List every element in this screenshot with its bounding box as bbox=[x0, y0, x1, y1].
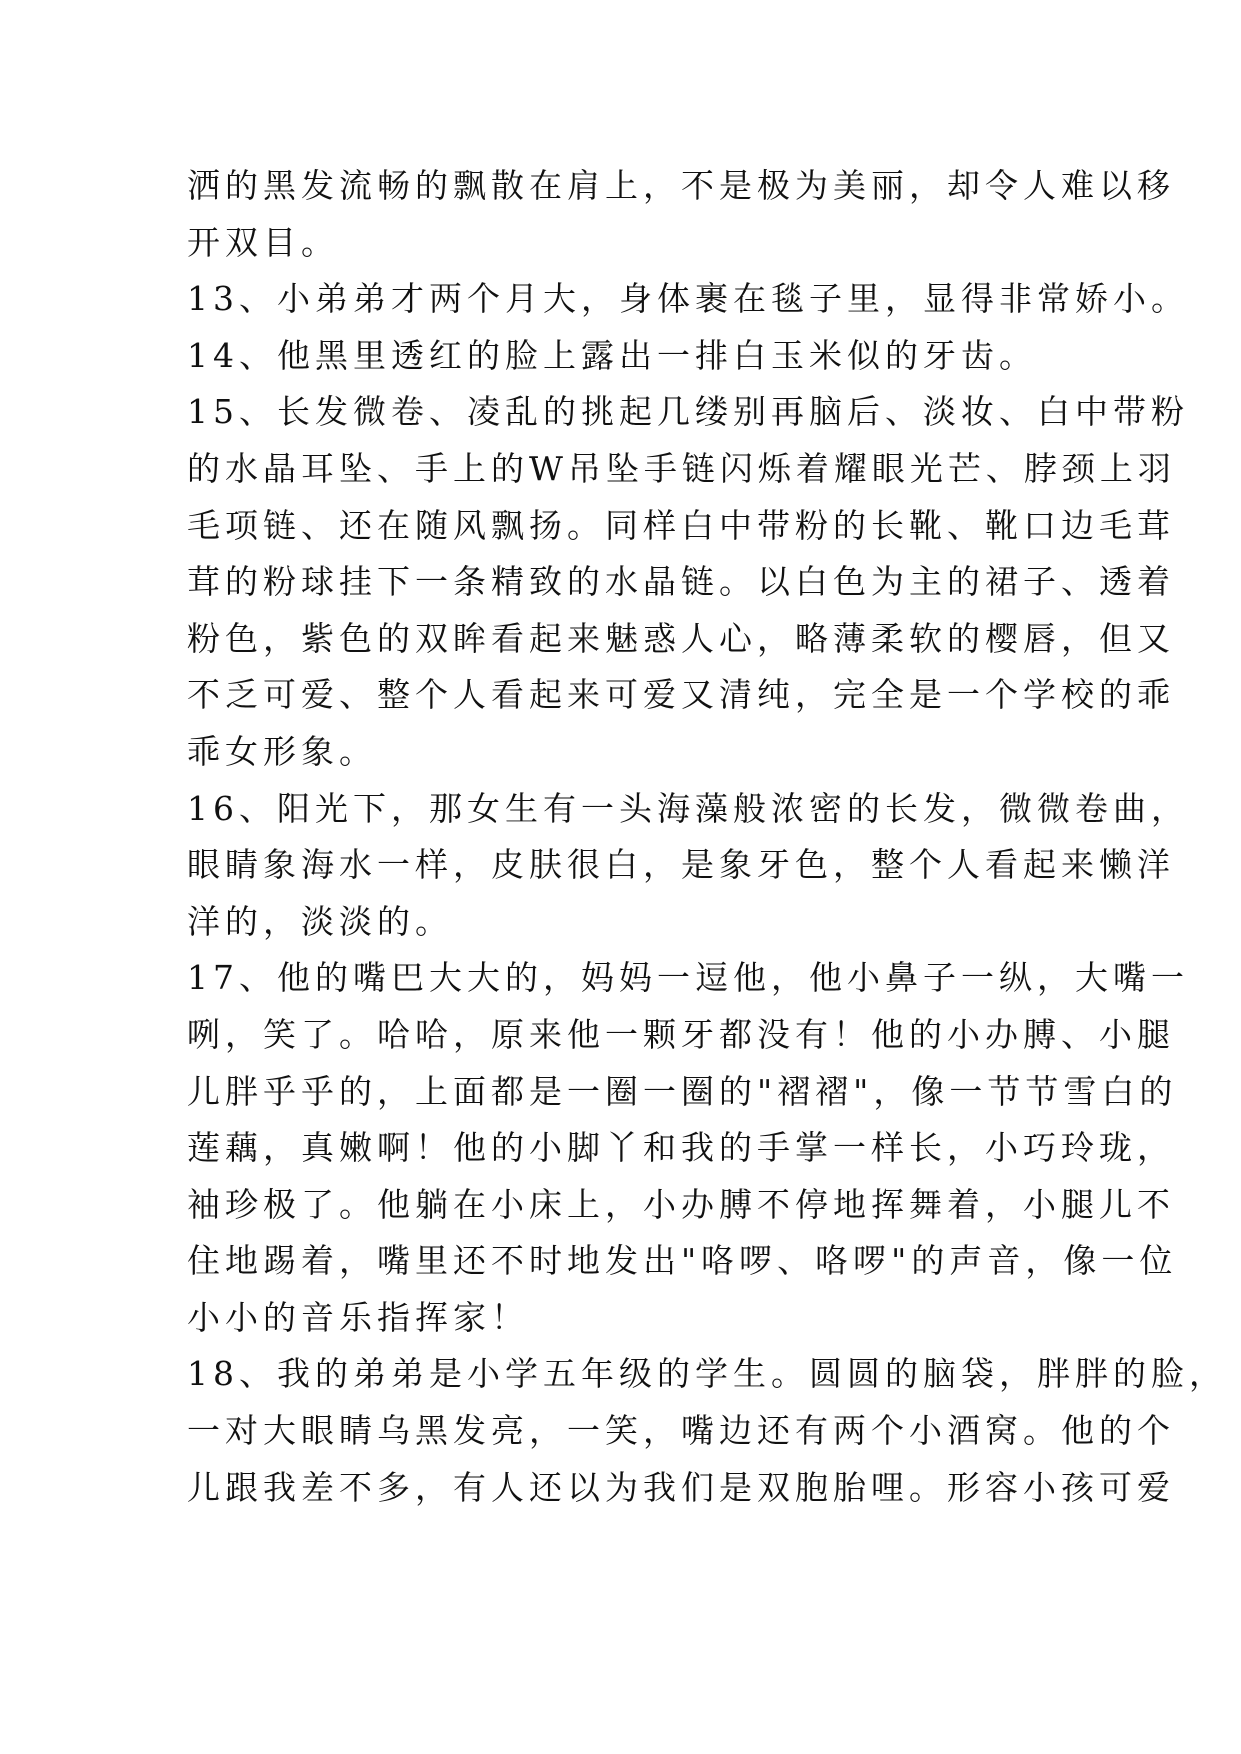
text-line: 小小的音乐指挥家！ bbox=[187, 1297, 529, 1337]
text-line: 莲藕，真嫩啊！他的小脚丫和我的手掌一样长，小巧玲珑， bbox=[187, 1128, 1175, 1168]
text-line: 咧，笑了。哈哈，原来他一颗牙都没有！他的小办膊、小腿 bbox=[187, 1014, 1175, 1054]
text-line: 住地踢着，嘴里还不时地发出"咯啰、咯啰"的声音，像一位 bbox=[187, 1241, 1178, 1281]
text-line: 粉色，紫色的双眸看起来魅惑人心，略薄柔软的樱唇，但又 bbox=[187, 618, 1175, 658]
text-line: 洋的，淡淡的。 bbox=[187, 901, 453, 941]
text-line: 毛项链、还在随风飘扬。同样白中带粉的长靴、靴口边毛茸 bbox=[187, 505, 1175, 545]
text-line: 袖珍极了。他躺在小床上，小办膊不停地挥舞着，小腿儿不 bbox=[187, 1184, 1175, 1224]
text-line: 一对大眼睛乌黑发亮，一笑，嘴边还有两个小酒窝。他的个 bbox=[187, 1411, 1175, 1451]
text-line: 乖女形象。 bbox=[187, 731, 377, 771]
text-line: 17、他的嘴巴大大的，妈妈一逗他，他小鼻子一纵，大嘴一 bbox=[187, 958, 1189, 998]
text-line: 儿跟我差不多，有人还以为我们是双胞胎哩。形容小孩可爱 bbox=[187, 1467, 1175, 1507]
text-line: 13、小弟弟才两个月大，身体裹在毯子里，显得非常娇小。 bbox=[187, 279, 1189, 319]
body-text bbox=[187, 158, 1227, 1516]
text-line: 16、阳光下，那女生有一头海藻般浓密的长发，微微卷曲， bbox=[187, 788, 1189, 828]
text-line: 开双目。 bbox=[187, 222, 339, 262]
text-line: 14、他黑里透红的脸上露出一排白玉米似的牙齿。 bbox=[187, 335, 1037, 375]
text-line: 茸的粉球挂下一条精致的水晶链。以白色为主的裙子、透着 bbox=[187, 562, 1175, 602]
text-line: 不乏可爱、整个人看起来可爱又清纯，完全是一个学校的乖 bbox=[187, 675, 1175, 715]
text-line: 15、长发微卷、凌乱的挑起几缕别再脑后、淡妆、白中带粉 bbox=[187, 392, 1189, 432]
text-line: 儿胖乎乎的，上面都是一圈一圈的"褶褶"，像一节节雪白的 bbox=[187, 1071, 1178, 1111]
text-line: 洒的黑发流畅的飘散在肩上，不是极为美丽，却令人难以移 bbox=[187, 166, 1175, 205]
text-line: 的水晶耳坠、手上的W吊坠手链闪烁着耀眼光芒、脖颈上羽 bbox=[187, 448, 1176, 488]
text-line: 眼睛象海水一样，皮肤很白，是象牙色，整个人看起来懒洋 bbox=[187, 845, 1175, 885]
text-line: 18、我的弟弟是小学五年级的学生。圆圆的脑袋，胖胖的脸， bbox=[187, 1354, 1227, 1394]
